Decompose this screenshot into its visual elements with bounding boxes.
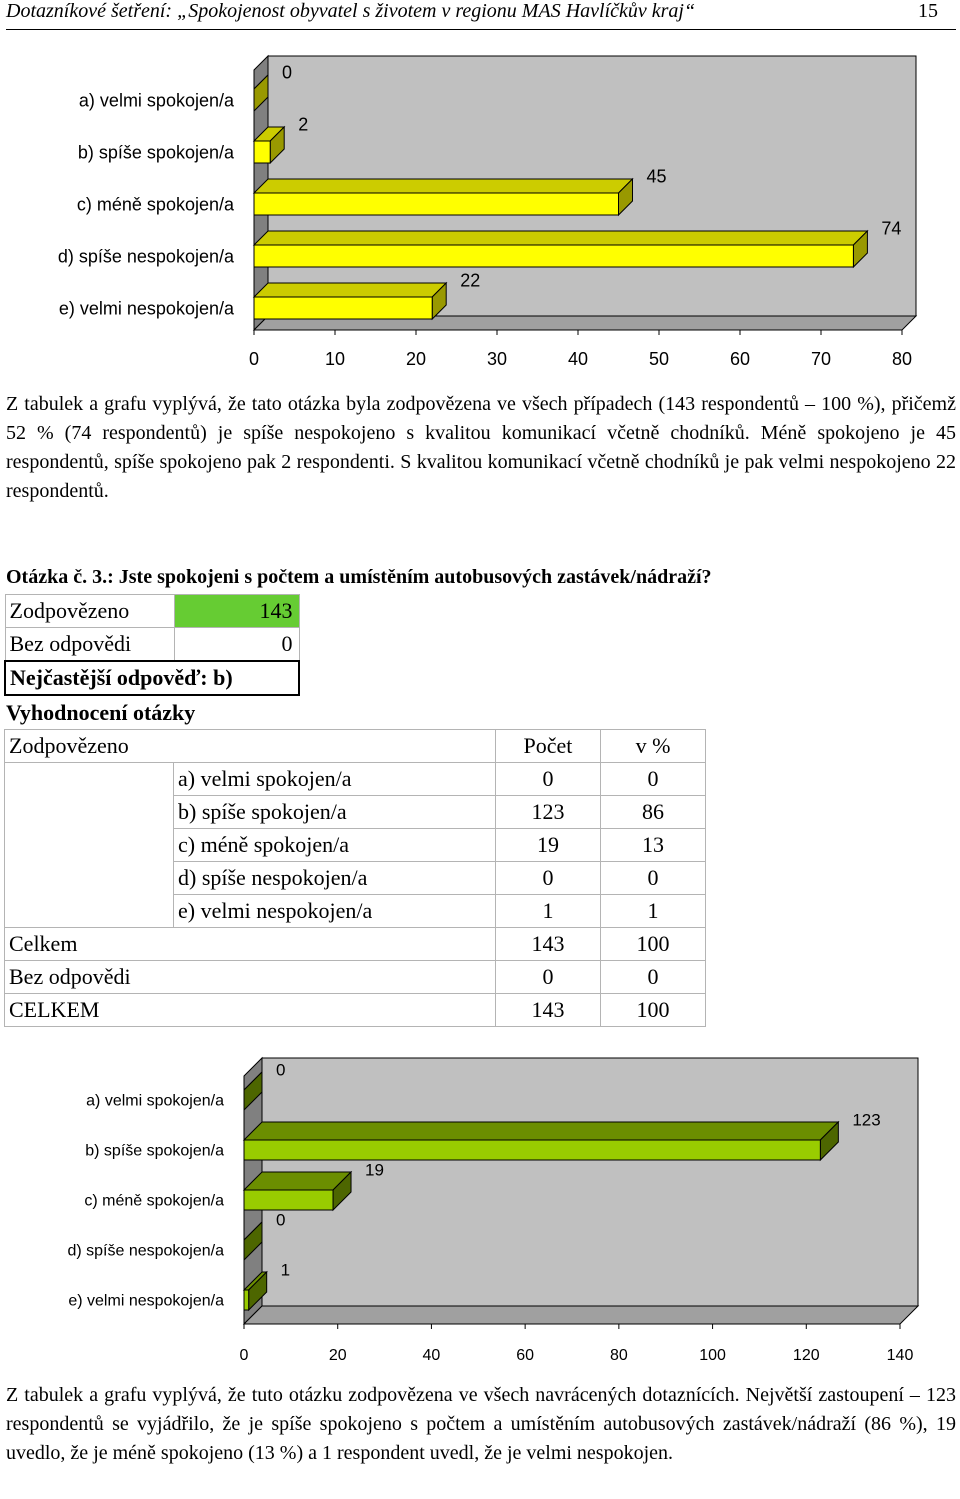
data-label: 0 [282,62,293,83]
data-label: 0 [276,1060,286,1080]
x-tick-label: 0 [248,349,260,369]
data-label: 45 [646,166,667,187]
bar [254,141,270,163]
most-common-answer: Nejčastější odpověď: b) [5,661,299,695]
paragraph-chart2-summary: Z tabulek a grafu vyplývá, že tuto otázku zodpovězena ve všech navrácených dotaznících. Největší zastoupení – 123 respondentů se vyjádřilo, že je spíše spokojeno s počtem a umístěním autobusových zastávek/nádraží (86 %), 19 uvedlo, že je méně spokojeno (13 %) a 1 respondent uvedl, že je velmi nespokojen. [6,1384,956,1464]
category-label: d) spíše nespokojen/a [67,1242,224,1260]
x-tick-label: 70 [810,349,832,369]
category-label: d) spíše nespokojen/a [57,246,234,267]
table-row: b) spíše spokojen/a 123 86 [5,796,706,829]
x-tick-label: 140 [886,1347,914,1364]
x-tick-label: 20 [405,349,427,369]
paragraph-chart1-summary: Z tabulek a grafu vyplývá, že tato otázka byla zodpovězena ve všech případech (143 respondentů – 100 %), přičemž 52 % (74 respondentů) je spíše nespokojeno s kvalitou komunikací včetně chodníků. Méně spokojeno je 45 respondentů, spíše spokojeno pak 2 respondenti. S kvalitou komunikací včetně chodníků je pak velmi nespokojeno 22 respondentů. [6,393,956,502]
x-tick-label: 10 [324,349,346,369]
category-label: b) spíše spokojen/a [85,1142,224,1160]
bar [254,193,619,215]
x-tick-label: 40 [422,1347,441,1364]
category-label: b) spíše spokojen/a [77,142,234,163]
category-label: a) velmi spokojen/a [78,90,234,111]
evaluation-title: Vyhodnocení otázky [6,700,196,725]
bar-top-face [244,1172,351,1190]
category-label: e) velmi nespokojen/a [68,1292,224,1310]
no-answer-label: Bez odpovědi [5,628,174,662]
x-tick-label: 60 [516,1347,535,1364]
bar-top-face [254,283,446,297]
table-row: c) méně spokojen/a 19 13 [5,829,706,862]
header-divider [6,29,956,30]
table-row-total: Celkem 143 100 [5,928,706,961]
data-label: 123 [852,1110,881,1130]
category-label: c) méně spokojen/a [76,194,234,215]
bar-top-face [254,231,867,245]
table-row: a) velmi spokojen/a 0 0 [5,763,706,796]
no-answer-value: 0 [174,628,299,662]
chart-bus-stops [0,1050,960,1380]
x-tick-label: 120 [792,1347,820,1364]
data-label: 19 [365,1160,384,1180]
x-tick-label: 80 [891,349,913,369]
table-row-no-answer: Bez odpovědi 0 0 [5,961,706,994]
answered-label: Zodpovězeno [5,595,174,628]
x-tick-label: 40 [567,349,589,369]
eval-header-label: Zodpovězeno [5,730,496,763]
plot-floor [244,1306,918,1324]
data-label: 1 [280,1260,291,1280]
col-pct-header: v % [601,730,706,763]
x-tick-label: 60 [729,349,751,369]
document-header-title: Dotazníkové šetření: „Spokojenost obyvatel s životem v regionu MAS Havlíčkův kraj“ [6,0,696,22]
data-label: 22 [460,270,481,291]
x-tick-label: 50 [648,349,670,369]
bar [244,1140,820,1160]
x-tick-label: 0 [239,1347,249,1364]
category-label: e) velmi nespokojen/a [58,298,234,319]
question-heading: Otázka č. 3.: Jste spokojeni s počtem a umístěním autobusových zastávek/nádraží? [6,566,712,588]
answered-value: 143 [174,595,299,628]
bar [244,1290,249,1310]
x-tick-label: 20 [328,1347,347,1364]
data-label: 0 [276,1210,286,1230]
col-count-header: Počet [496,730,601,763]
bar [244,1190,333,1210]
table-row: d) spíše nespokojen/a 0 0 [5,862,706,895]
chart-road-quality [0,40,960,420]
category-label: a) velmi spokojen/a [86,1092,224,1110]
data-label: 74 [881,218,902,239]
evaluation-table [4,729,706,1027]
table-row: e) velmi nespokojen/a 1 1 [5,895,706,928]
bar [254,245,853,267]
x-tick-label: 80 [609,1347,628,1364]
bar-top-face [244,1122,838,1140]
x-tick-label: 30 [486,349,508,369]
x-tick-label: 100 [699,1347,726,1364]
summary-table [4,594,300,696]
bar [254,297,432,319]
bar-top-face [254,179,633,193]
plot-back-wall [262,1058,918,1306]
page-number: 15 [918,0,938,22]
data-label: 2 [298,114,309,135]
table-row-grand-total: CELKEM 143 100 [5,994,706,1027]
category-label: c) méně spokojen/a [84,1192,224,1210]
